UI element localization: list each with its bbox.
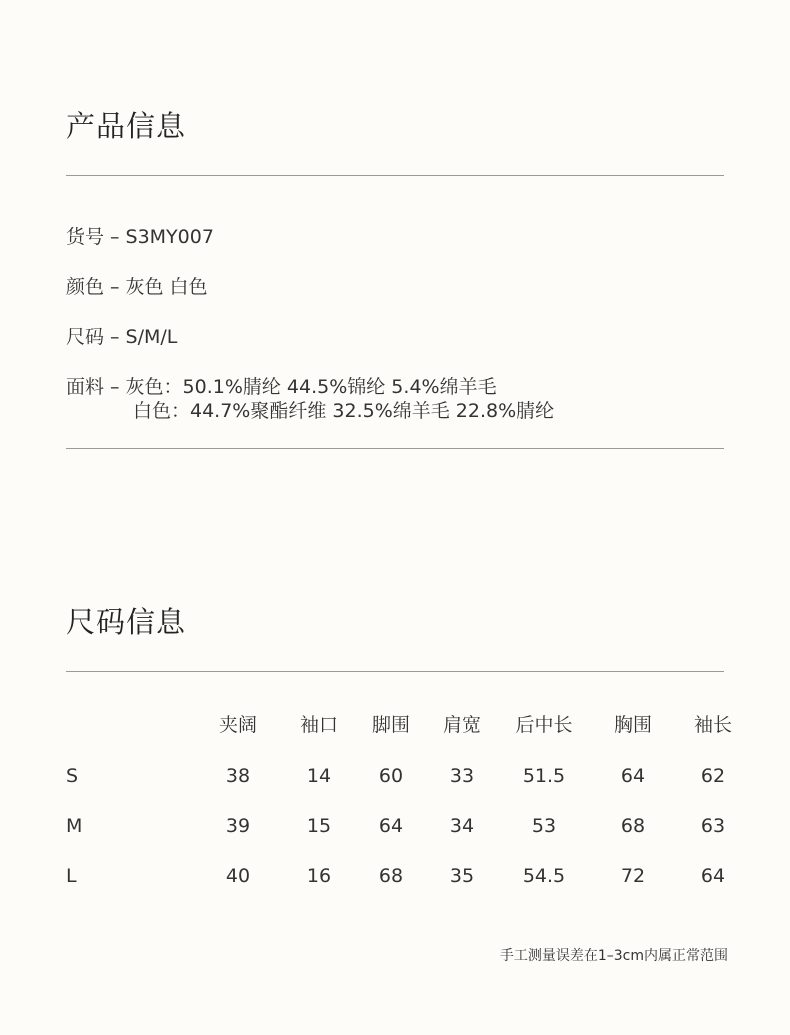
table-cell: 68 xyxy=(378,865,404,887)
table-cell: 60 xyxy=(378,765,404,787)
divider xyxy=(66,448,724,449)
info-value-fabric-white: 白色：44.7%聚酯纤维 32.5%绵羊毛 22.8%腈纶 xyxy=(133,400,555,422)
table-cell: 62 xyxy=(700,765,726,787)
table-cell: 64 xyxy=(700,865,726,887)
table-cell: 35 xyxy=(449,865,475,887)
info-label: 颜色 xyxy=(66,276,105,298)
table-row xyxy=(66,811,746,841)
divider xyxy=(66,175,724,176)
table-header-cell: 胸围 xyxy=(613,714,653,736)
table-cell: 16 xyxy=(306,865,332,887)
table-cell: 15 xyxy=(306,815,332,837)
info-label: 面料 xyxy=(66,376,105,398)
table-cell: 14 xyxy=(306,765,332,787)
info-row-item-number xyxy=(66,225,214,249)
table-cell: 38 xyxy=(225,765,251,787)
table-cell: 34 xyxy=(449,815,475,837)
measurement-footnote: 手工测量误差在1–3cm内属正常范围 xyxy=(499,948,728,964)
info-value: S/M/L xyxy=(125,326,178,348)
table-header-cell: 后中长 xyxy=(515,714,573,736)
info-row-fabric xyxy=(66,375,497,399)
info-separator: – xyxy=(110,276,120,298)
table-cell: 39 xyxy=(225,815,251,837)
table-cell: 64 xyxy=(620,765,646,787)
info-row-color xyxy=(66,275,208,299)
table-cell: 68 xyxy=(620,815,646,837)
info-separator: – xyxy=(110,326,120,348)
table-cell: 33 xyxy=(449,765,475,787)
size-label: S xyxy=(66,765,79,787)
table-row xyxy=(66,761,746,791)
product-info-title: 产品信息 xyxy=(66,109,187,143)
info-value: 灰色 白色 xyxy=(125,276,208,298)
info-separator: – xyxy=(110,376,120,398)
table-cell: 54.5 xyxy=(522,865,566,887)
table-cell: 40 xyxy=(225,865,251,887)
table-cell: 51.5 xyxy=(522,765,566,787)
info-label: 尺码 xyxy=(66,326,105,348)
table-cell: 53 xyxy=(531,815,557,837)
size-label: M xyxy=(66,815,83,837)
divider xyxy=(66,671,724,672)
table-row xyxy=(66,861,746,891)
table-header-row xyxy=(66,710,746,740)
table-cell: 72 xyxy=(620,865,646,887)
info-row-size xyxy=(66,325,177,349)
size-label: L xyxy=(66,865,77,887)
info-value: S3MY007 xyxy=(125,226,214,248)
table-header-cell: 夹阔 xyxy=(218,714,258,736)
table-header-cell: 袖长 xyxy=(693,714,733,736)
table-header-cell: 脚围 xyxy=(371,714,411,736)
info-value: 灰色：50.1%腈纶 44.5%锦纶 5.4%绵羊毛 xyxy=(125,376,497,398)
table-header-cell: 袖口 xyxy=(299,714,339,736)
size-info-title: 尺码信息 xyxy=(66,605,187,639)
info-separator: – xyxy=(110,226,120,248)
table-cell: 64 xyxy=(378,815,404,837)
info-label: 货号 xyxy=(66,226,105,248)
table-header-cell: 肩宽 xyxy=(442,714,482,736)
table-cell: 63 xyxy=(700,815,726,837)
